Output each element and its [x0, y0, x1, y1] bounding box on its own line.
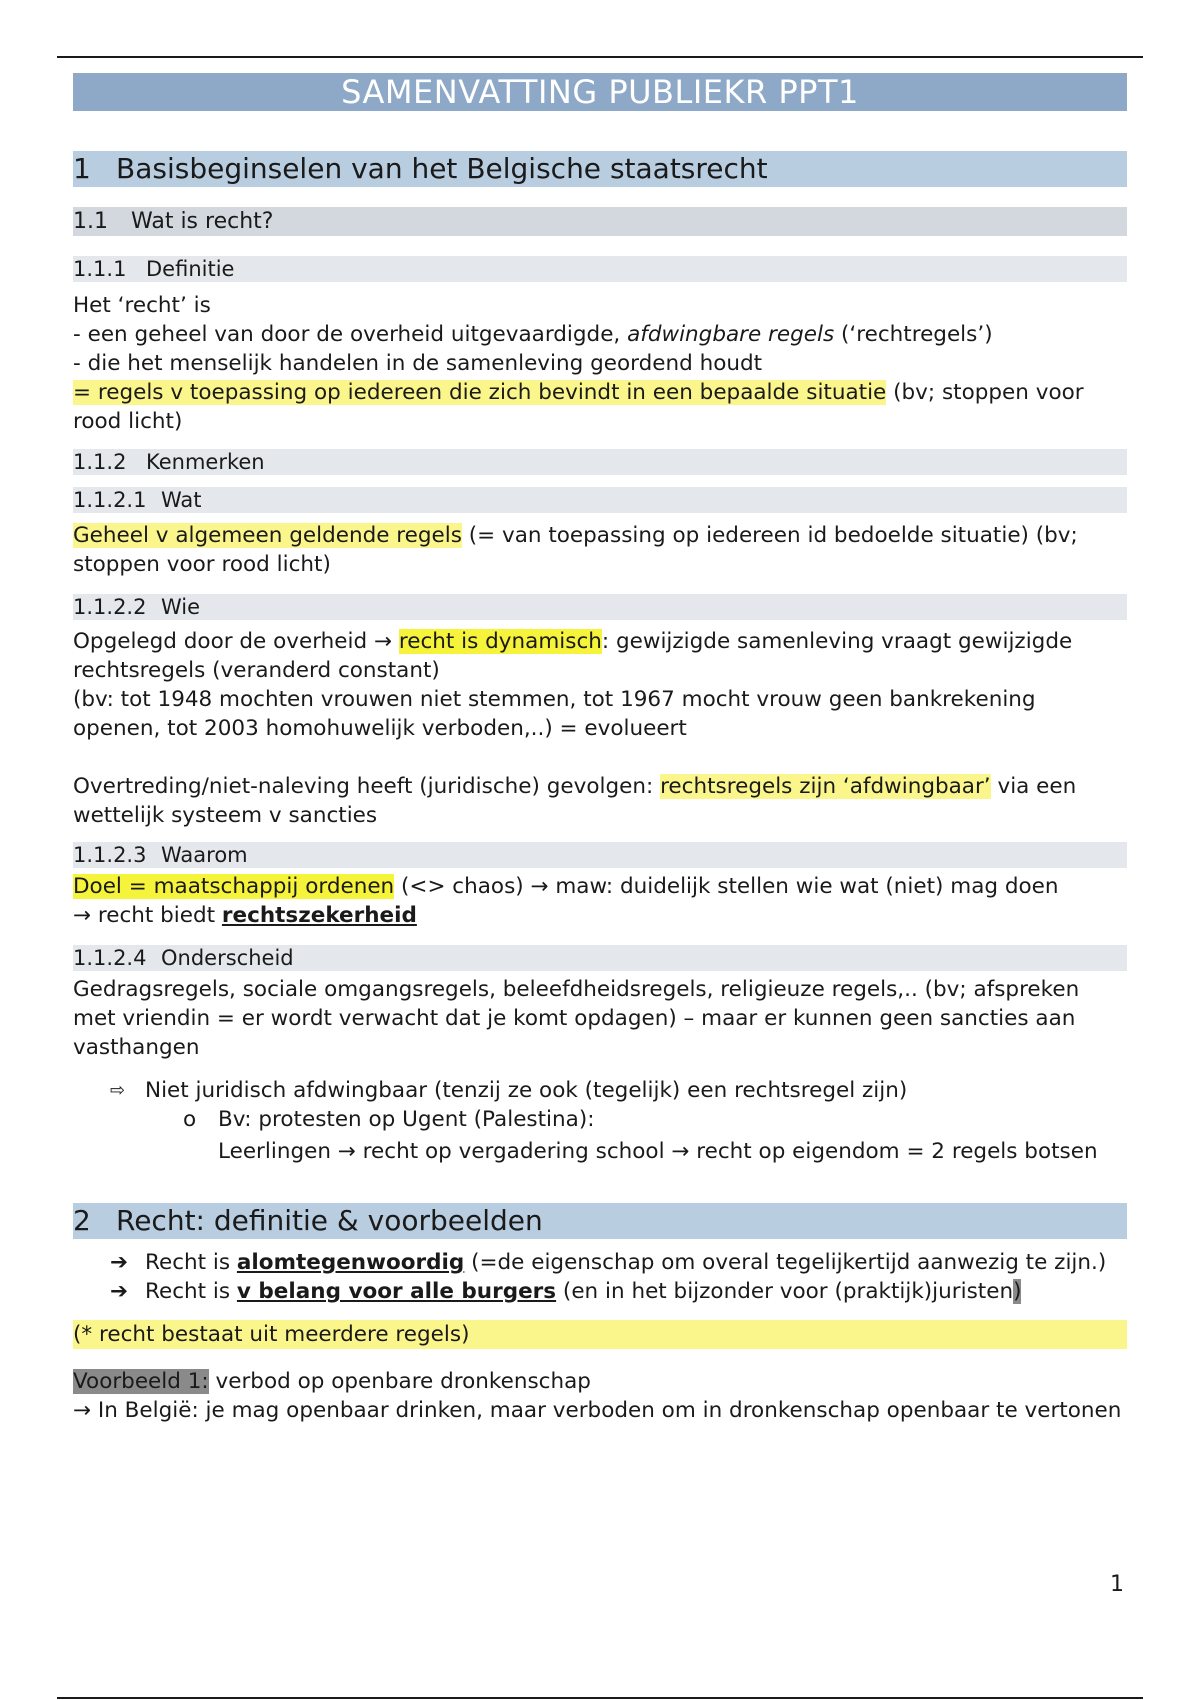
wat-paragraph: Geheel v algemeen geldende regels (= van toepassing op iedereen id bedoelde situatie) (bv; stoppen voor rood licht)	[73, 523, 1078, 577]
footer-rule	[57, 1697, 1143, 1699]
arrow-bullet-icon: ➔	[110, 1250, 129, 1275]
heading-text: Wat is recht?	[131, 209, 274, 234]
heading-1-1-2-2	[73, 594, 1127, 620]
waarom-paragraph-1: Doel = maatschappij ordenen (<> chaos) → maw: duidelijk stellen wie wat (niet) mag doen	[73, 874, 1059, 899]
wie-paragraph-3: Overtreding/niet-naleving heeft (juridische) gevolgen: rechtsregels zijn ‘afdwingbaar’ via een wettelijk systeem v sancties	[73, 774, 1077, 828]
arrow-bullet-icon: ⇨	[110, 1080, 126, 1101]
heading-text: Definitie	[146, 257, 235, 281]
heading-number: 1.1.2.3	[73, 843, 147, 867]
list-item: ➔ Recht is v belang voor alle burgers (en in het bijzonder voor (praktijk)juristen)	[110, 1279, 1022, 1304]
heading-1-1-2-4	[73, 945, 1127, 971]
list-item: ⇨ Niet juridisch afdwingbaar (tenzij ze ook (tegelijk) een rechtsregel zijn)	[110, 1078, 908, 1103]
heading-text: Waarom	[161, 843, 248, 867]
arrow-bullet-icon: ➔	[110, 1279, 129, 1304]
heading-number: 1.1	[73, 209, 108, 234]
wie-paragraph-2: (bv: tot 1948 mochten vrouwen niet stemmen, tot 1967 mocht vrouw geen bankrekening openen, tot 2003 homohuwelijk verboden,..) = evolueert	[73, 687, 1036, 741]
circle-bullet-icon: o	[183, 1107, 197, 1132]
list-item: Leerlingen → recht op vergadering school → recht op eigendom = 2 regels botsen	[218, 1139, 1098, 1164]
heading-number: 1	[73, 152, 91, 185]
heading-1-1-2-3	[73, 842, 1127, 868]
heading-text: Basisbeginselen van het Belgische staatsrecht	[116, 152, 768, 185]
heading-number: 2	[73, 1204, 91, 1237]
heading-section-1	[73, 151, 1127, 187]
definition-line-2: - die het menselijk handelen in de samenleving geordend houdt	[73, 351, 763, 376]
document-body	[73, 73, 1127, 1425]
list-item: o Bv: protesten op Ugent (Palestina):	[183, 1107, 595, 1132]
list-item: ➔ Recht is alomtegenwoordig (=de eigenschap om overal tegelijkertijd aanwezig te zijn.)	[110, 1250, 1107, 1275]
heading-1-1-2	[73, 449, 1127, 475]
definition-line-1: - een geheel van door de overheid uitgevaardigde, afdwingbare regels (‘rechtregels’)	[73, 322, 993, 347]
onderscheid-paragraph: Gedragsregels, sociale omgangsregels, beleefdheidsregels, religieuze regels,.. (bv; afspreken met vriendin = er wordt verwacht dat je komt opdagen) – maar er kunnen geen sancties aan vasthangen	[73, 977, 1080, 1060]
heading-text: Onderscheid	[161, 946, 294, 970]
heading-text: Wie	[161, 595, 201, 619]
definition-line-3: = regels v toepassing op iedereen die zich bevindt in een bepaalde situatie (bv; stoppen voor rood licht)	[73, 380, 1084, 434]
wie-paragraph-1: Opgelegd door de overheid → recht is dynamisch: gewijzigde samenleving vraagt gewijzigde rechtsregels (veranderd constant)	[73, 629, 1073, 683]
heading-1-1-1	[73, 256, 1127, 282]
heading-number: 1.1.2.1	[73, 488, 147, 512]
heading-number: 1.1.2	[73, 450, 127, 474]
heading-number: 1.1.2.2	[73, 595, 147, 619]
heading-number: 1.1.1	[73, 257, 127, 281]
heading-number: 1.1.2.4	[73, 946, 147, 970]
example-1-line-1: Voorbeeld 1: verbod op openbare dronkenschap	[73, 1369, 591, 1394]
heading-1-1-2-1	[73, 487, 1127, 513]
waarom-paragraph-2: → recht biedt rechtszekerheid	[73, 903, 417, 928]
heading-section-2	[73, 1203, 1127, 1239]
document-title: SAMENVATTING PUBLIEKR PPT1	[73, 73, 1127, 111]
heading-text: Wat	[161, 488, 202, 512]
highlighted-note: (* recht bestaat uit meerdere regels)	[73, 1320, 1127, 1349]
example-1-line-2: → In België: je mag openbaar drinken, maar verboden om in dronkenschap openbaar te vertonen	[73, 1398, 1122, 1423]
heading-text: Kenmerken	[146, 450, 265, 474]
definition-intro: Het ‘recht’ is	[73, 293, 211, 318]
heading-1-1	[73, 207, 1127, 236]
header-rule	[57, 56, 1143, 58]
page-number: 1	[1110, 1572, 1124, 1597]
heading-text: Recht: definitie & voorbeelden	[116, 1204, 543, 1237]
